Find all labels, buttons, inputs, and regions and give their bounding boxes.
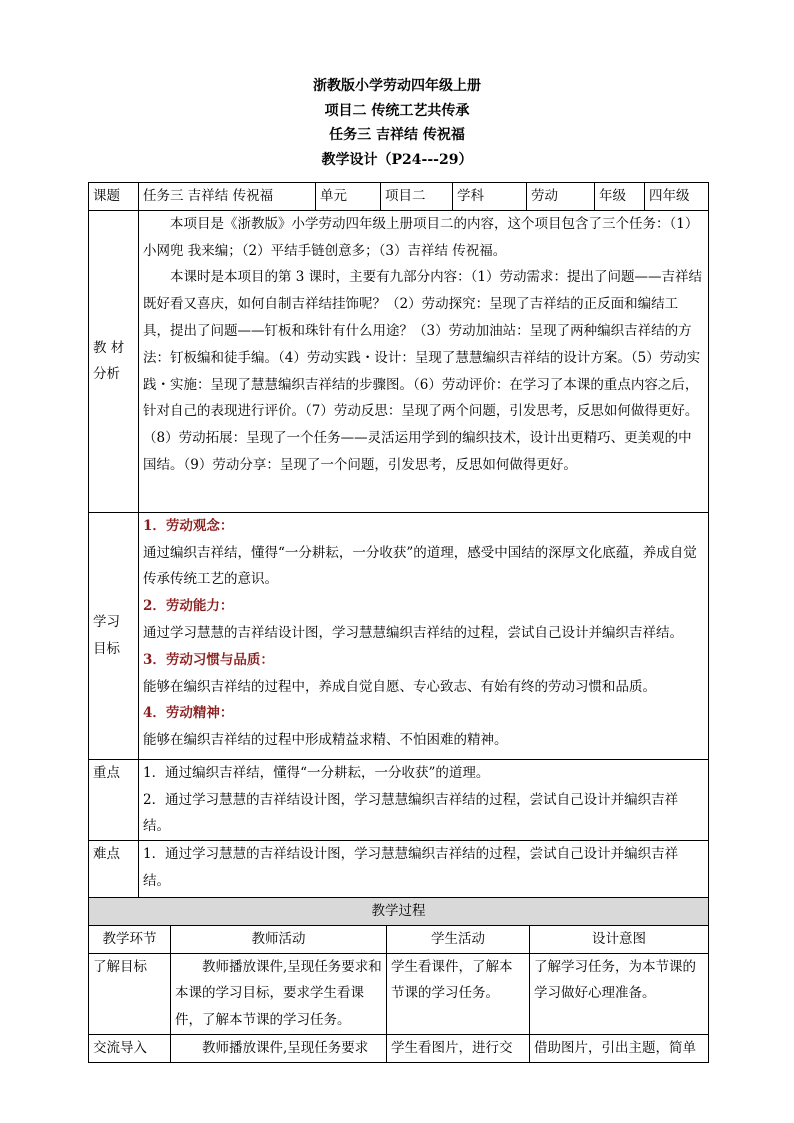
grade-value: 四年级 xyxy=(645,183,709,211)
difficulties-label: 难点 xyxy=(89,841,139,898)
analysis-paragraph-1: 本项目是《浙教版》小学劳动四年级上册项目二的内容，这个项目包含了三个任务：（1）小网兜 我来编；（2）平结手链创意多；（3）吉祥结 传祝福。 xyxy=(143,215,699,259)
key-point-1: 1．通过编织吉祥结，懂得“一分耕耘，一分收获”的道理。 xyxy=(143,764,490,781)
student-cell: 学生看图片，进行交 xyxy=(387,1034,530,1062)
difficulties-row xyxy=(89,841,709,898)
difficulties-content xyxy=(139,841,709,898)
analysis-label: 教 材 分析 xyxy=(89,210,139,512)
book-title: 浙教版小学劳动四年级上册 xyxy=(313,78,481,94)
objective-heading-4: 4．劳动精神： xyxy=(143,705,234,722)
student-cell: 学生看课件，了解本节课的学习任务。 xyxy=(387,953,530,1034)
col-header-student: 学生活动 xyxy=(387,925,530,953)
process-header-row xyxy=(89,925,709,953)
analysis-row xyxy=(89,210,709,512)
objective-text-2: 通过学习慧慧的吉祥结设计图，学习慧慧编织吉祥结的过程，尝试自己设计并编织吉祥结。 xyxy=(143,624,683,641)
task-title: 任务三 吉祥结 传祝福 xyxy=(329,127,465,143)
stage-cell: 交流导入 xyxy=(89,1034,171,1062)
objectives-label: 学习 目标 xyxy=(89,512,139,759)
objectives-content xyxy=(139,512,709,759)
table-row xyxy=(89,953,709,1034)
label-grade: 年级 xyxy=(595,183,645,211)
intent-cell: 了解学习任务，为本节课的学习做好心理准备。 xyxy=(530,953,709,1034)
project-title: 项目二 传统工艺共传承 xyxy=(324,102,470,119)
objective-text-4: 能够在编织吉祥结的过程中形成精益求精、不怕困难的精神。 xyxy=(143,732,508,749)
analysis-paragraph-2: 本课时是本项目的第 3 课时，主要有九部分内容：（1）劳动需求：提出了问题——吉祥结既好看又喜庆，如何自制吉祥结挂饰呢？（2）劳动探究：呈现了吉祥结的正反面和编结工具，提出了问题——钉板和珠针有什么用途？（3）劳动加油站：呈现了两种编织吉祥结的方法：钉板编和徒手编。（4）劳动实践・设计：呈现了慧慧编织吉祥结的设计方案。（5）劳动实践・实施：呈现了慧慧编织吉祥结的步骤图。（6）劳动评价：在学习了本课的重点内容之后，针对自己的表现进行评价。（7）劳动反思：呈现了两个问题，引发思考，反思如何做得更好。（8）劳动拓展：呈现了一个任务——灵活运用学到的编织技术，设计出更精巧、更美观的中国结。（9）劳动分享：呈现了一个问题，引发思考，反思如何做得更好。 xyxy=(143,269,703,473)
col-header-intent: 设计意图 xyxy=(530,925,709,953)
process-title-row xyxy=(89,898,709,926)
course-value: 任务三 吉祥结 传祝福 xyxy=(139,183,316,211)
label-unit: 单元 xyxy=(316,183,381,211)
header-row xyxy=(89,183,709,211)
stage-cell: 了解目标 xyxy=(89,953,171,1034)
document-titles xyxy=(0,74,794,172)
label-subject: 学科 xyxy=(453,183,527,211)
teaching-process-table xyxy=(88,897,709,1063)
col-header-stage: 教学环节 xyxy=(89,925,171,953)
table-row xyxy=(89,1034,709,1062)
key-points-label: 重点 xyxy=(89,759,139,840)
teacher-cell: 教师播放课件,呈现任务要求 xyxy=(171,1034,387,1062)
key-point-2: 2．通过学习慧慧的吉祥结设计图，学习慧慧编织吉祥结的过程，尝试自己设计并编织吉祥结。 xyxy=(143,791,679,835)
intent-cell: 借助图片，引出主题，简单 xyxy=(530,1034,709,1062)
lesson-info-table xyxy=(88,182,709,898)
objective-heading-1: 1．劳动观念： xyxy=(143,517,234,534)
design-title: 教学设计（P24---29） xyxy=(321,151,473,168)
objective-text-1: 通过编织吉祥结，懂得“一分耕耘，一分收获”的道理，感受中国结的深厚文化底蕴，养成自觉传承传统工艺的意识。 xyxy=(143,544,697,588)
subject-value: 劳动 xyxy=(527,183,595,211)
col-header-teacher: 教师活动 xyxy=(171,925,387,953)
objective-heading-2: 2．劳动能力： xyxy=(143,598,234,615)
unit-value: 项目二 xyxy=(381,183,453,211)
analysis-content xyxy=(139,210,709,512)
label-course: 课题 xyxy=(89,183,139,211)
process-title: 教学过程 xyxy=(89,898,709,926)
objective-text-3: 能够在编织吉祥结的过程中，养成自觉自愿、专心致志、有始有终的劳动习惯和品质。 xyxy=(143,678,656,695)
difficulty-1: 1．通过学习慧慧的吉祥结设计图，学习慧慧编织吉祥结的过程，尝试自己设计并编织吉祥结。 xyxy=(143,846,679,889)
objective-heading-3: 3．劳动习惯与品质： xyxy=(143,651,274,668)
key-points-content xyxy=(139,759,709,840)
objectives-row xyxy=(89,512,709,759)
key-points-row xyxy=(89,759,709,840)
teacher-cell: 教师播放课件,呈现任务要求和本课的学习目标，要求学生看课件，了解本节课的学习任务。 xyxy=(171,953,387,1034)
